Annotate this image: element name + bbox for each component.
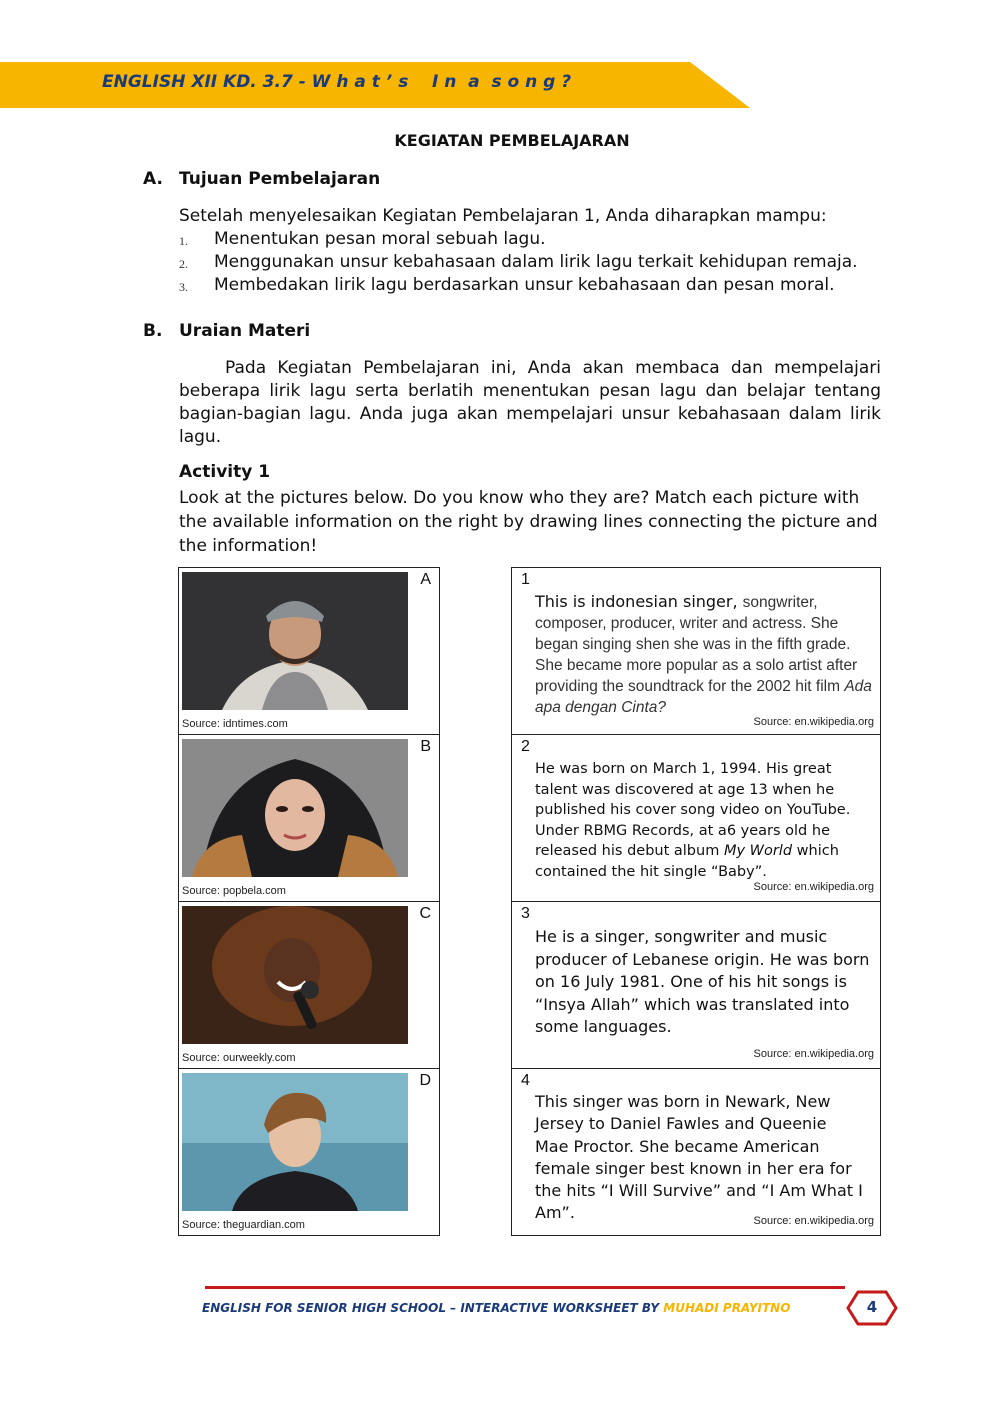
list-text: Menentukan pesan moral sebuah lagu.	[214, 229, 546, 249]
young-man-portrait-photo	[182, 1073, 408, 1211]
list-number: 1.	[179, 234, 188, 248]
man-with-cap-photo	[182, 572, 408, 710]
info-text-italic: Ada apa dengan Cinta?	[535, 678, 872, 716]
woman-singing-microphone-photo	[182, 906, 408, 1044]
info-number: 4	[521, 1072, 530, 1089]
list-number: 3.	[179, 280, 188, 294]
picture-source: Source: idntimes.com	[182, 718, 288, 730]
list-item	[179, 251, 899, 274]
list-item	[179, 274, 899, 297]
picture-letter: C	[419, 905, 431, 922]
section-b-title: Uraian Materi	[179, 321, 311, 341]
section-a-heading	[143, 169, 380, 189]
info-source: Source: en.wikipedia.org	[753, 881, 874, 893]
info-cell-1[interactable]	[511, 567, 881, 734]
info-text-italic: My World	[723, 843, 793, 859]
picture-cell-b[interactable]	[178, 734, 440, 901]
page-number-badge	[846, 1290, 898, 1326]
picture-letter: A	[420, 571, 431, 588]
activity-instructions: Look at the pictures below. Do you know who they are? Match each picture with the available information on the right by drawing lines connecting the picture and the information!	[179, 488, 878, 556]
info-cell-4[interactable]	[511, 1068, 881, 1236]
info-cell-3[interactable]	[511, 901, 881, 1068]
page-heading: KEGIATAN PEMBELAJARAN	[394, 131, 630, 150]
picture-source: Source: theguardian.com	[182, 1219, 305, 1231]
banner-title: ENGLISH XII KD. 3.7 - W h a t ’ s I n a s o n g ?	[102, 72, 572, 92]
info-source: Source: en.wikipedia.org	[753, 1215, 874, 1227]
section-a-intro: Setelah menyelesaikan Kegiatan Pembelajaran 1, Anda diharapkan mampu:	[179, 206, 827, 226]
list-text: Menggunakan unsur kebahasaan dalam lirik lagu terkait kehidupan remaja.	[214, 252, 858, 272]
picture-letter: B	[420, 738, 431, 755]
picture-cell-a[interactable]	[178, 567, 440, 734]
list-text: Membedakan lirik lagu berdasarkan unsur kebahasaan dan pesan moral.	[214, 275, 835, 295]
picture-source: Source: popbela.com	[182, 885, 286, 897]
info-text-post: which contained the hit single “Baby”.	[535, 843, 839, 880]
picture-letter: D	[419, 1072, 431, 1089]
info-column	[511, 567, 881, 1236]
info-number: 1	[521, 571, 530, 588]
footer-text	[202, 1301, 790, 1315]
info-cell-2[interactable]	[511, 734, 881, 901]
activity-title: Activity 1	[179, 462, 271, 482]
footer-label: ENGLISH FOR SENIOR HIGH SCHOOL – INTERACTIVE WORKSHEET BY	[202, 1301, 664, 1315]
info-number: 2	[521, 738, 530, 755]
picture-source: Source: ourweekly.com	[182, 1052, 296, 1064]
info-text	[535, 759, 875, 882]
section-b-label: B.	[143, 321, 163, 341]
list-number: 2.	[179, 257, 188, 271]
section-a-label: A.	[143, 169, 163, 189]
info-text-rest: songwriter, composer, producer, writer and actress. She began singing shen she was in the fifth grade. She became more popular as a solo artist after providing the soundtrack for the 2002 hit film	[535, 594, 858, 695]
pictures-column	[178, 567, 440, 1236]
picture-cell-d[interactable]	[178, 1068, 440, 1236]
picture-cell-c[interactable]	[178, 901, 440, 1068]
section-a-title: Tujuan Pembelajaran	[179, 169, 381, 189]
info-source: Source: en.wikipedia.org	[753, 716, 874, 728]
list-item	[179, 228, 899, 251]
info-text: He is a singer, songwriter and music producer of Lebanese origin. He was born on 16 July 1981. One of his hit songs is “Insya Allah” which was translated into some languages.	[535, 927, 870, 1036]
info-text-pre: He was born on March 1, 1994. His great talent was discovered at age 13 when he published his cover song video on YouTube. Under RBMG Records, at a6 years old he released his debut album	[535, 761, 851, 859]
footer-line	[205, 1286, 845, 1289]
info-number: 3	[521, 905, 530, 922]
objectives-list	[179, 228, 899, 297]
info-text	[535, 592, 875, 717]
woman-in-hijab-photo	[182, 739, 408, 877]
footer-author: MUHADI PRAYITNO	[663, 1301, 791, 1315]
section-b-heading	[143, 321, 310, 341]
page-number: 4	[866, 1298, 878, 1316]
info-text: This singer was born in Newark, New Jersey to Daniel Fawles and Queenie Mae Proctor. She became American female singer best known in her era for the hits “I Will Survive” and “I Am What I Am”.	[535, 1092, 863, 1223]
info-source: Source: en.wikipedia.org	[753, 1048, 874, 1060]
section-b-paragraph: Pada Kegiatan Pembelajaran ini, Anda akan membaca dan mempelajari beberapa lirik lagu serta berlatih menentukan pesan lagu dan belajar tentang bagian-bagian lagu. Anda juga akan mempelajari unsur kebahasaan dalam lirik lagu.	[179, 358, 881, 447]
info-text-lead: This is indonesian singer,	[535, 592, 743, 611]
